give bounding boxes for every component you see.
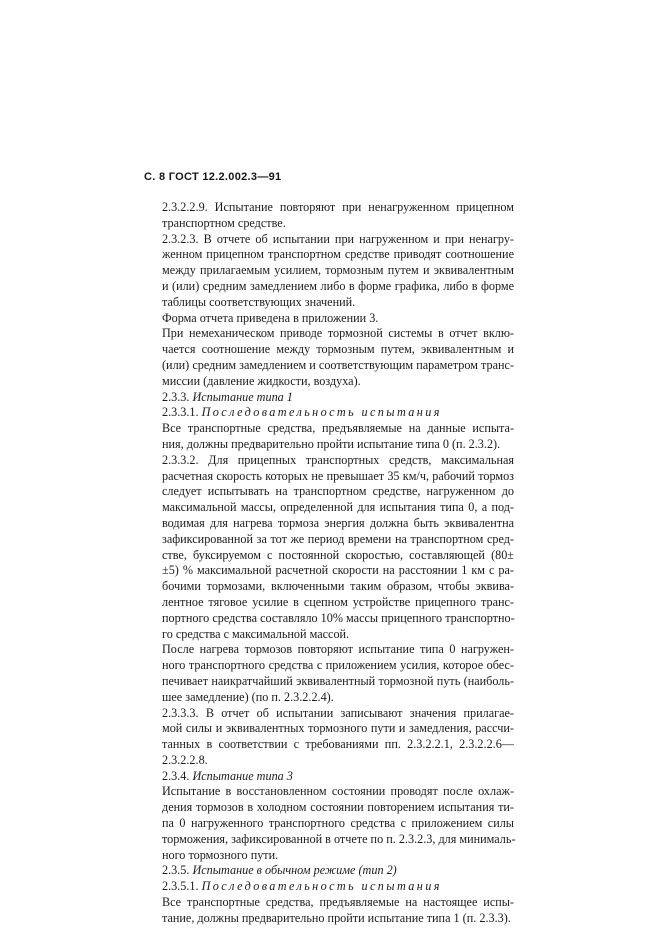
paragraph-type-2-preliminary	[146, 895, 514, 927]
text-line: таблицы соответствующих значений.	[162, 294, 356, 309]
text-line: па 0 нагруженного транспортного средства с приложением силы	[162, 816, 514, 831]
text-line: 2.3.2.2.9. Испытание повторяют при ненагруженном прицепном	[162, 200, 514, 214]
text-line: и (или) средним замедлением либо в форме графика, либо в форме	[162, 278, 514, 293]
section-number: 2.3.5.1.	[162, 879, 199, 894]
text-line: Форма отчета приведена в приложении 3.	[162, 310, 379, 325]
paragraph-after-heating	[146, 642, 514, 705]
section-heading-2-3-3	[146, 390, 514, 406]
paragraph-2-3-2-3	[146, 232, 514, 311]
section-number: 2.3.3.	[162, 389, 190, 404]
paragraph-2-3-3-2	[146, 453, 514, 643]
text-line: тание, должны предварительно пройти испытание типа 1 (п. 2.3.3).	[162, 910, 511, 925]
paragraph-non-mechanical-drive	[146, 326, 514, 389]
text-line: Испытание в восстановленном состоянии проводят после охлаж-	[162, 784, 514, 799]
text-line: стве, буксируемом с постоянной скоростью, составляющей (80±	[162, 547, 514, 562]
section-heading-2-3-4	[146, 769, 514, 785]
text-line: ±5) % максимальной расчетной скорости на расстоянии 1 км с ра-	[162, 563, 514, 578]
section-title: Испытание типа 3	[192, 768, 293, 783]
paragraph-report-form	[146, 311, 514, 327]
text-line: ного транспортного средства с приложением усилия, которое обес-	[162, 658, 514, 673]
text-line: шее замедление) (по п. 2.3.2.2.4).	[162, 689, 334, 704]
text-line: торможения, зафиксированной в отчете по п. 2.3.2.3, для минималь-	[162, 831, 516, 846]
text-line: чается соотношение между тормозным путем, эквивалентным и	[162, 342, 514, 357]
text-line: зафиксированной за тот же период времени на транспортном сред-	[162, 531, 514, 546]
text-line: При немеханическом приводе тормозной системы в отчет вклю-	[162, 326, 514, 341]
text-line: миссии (давление жидкости, воздуха).	[162, 373, 361, 388]
text-line: После нагрева тормозов повторяют испытание типа 0 нагружен-	[162, 642, 514, 657]
section-number: 2.3.5.	[162, 863, 190, 878]
section-title: Последовательность испытания	[201, 879, 442, 894]
text-line: максимальной массы, определенной для испытания типа 0, а под-	[162, 500, 514, 515]
text-line: транспортном средстве.	[162, 215, 286, 230]
document-body	[146, 200, 514, 927]
text-line: танных в соответствии с требованиями пп. 2.3.2.2.1, 2.3.2.2.6—	[162, 737, 514, 752]
text-line: между прилагаемым усилием, тормозным путем и эквивалентным	[162, 263, 514, 278]
text-line: дения тормозов в холодном состоянии повторением испытания ти-	[162, 800, 514, 815]
section-title: Испытание в обычном режиме (тип 2)	[192, 863, 397, 878]
text-line: Все транспортные средства, предъявляемые на настоящее испы-	[162, 895, 514, 910]
running-head: С. 8 ГОСТ 12.2.002.3—91	[144, 171, 282, 183]
paragraph-restored-state	[146, 784, 514, 863]
section-title: Последовательность испытания	[201, 405, 442, 420]
text-line: Все транспортные средства, предъявляемые на данные испыта-	[162, 421, 514, 436]
text-line: 2.3.3.2. Для прицепных транспортных средств, максимальная	[162, 452, 514, 467]
text-line: расчетная скорость которых не превышает 35 км/ч, рабочий тормоз	[162, 468, 514, 483]
text-line: бочими тормозами, включенными таким образом, чтобы эквива-	[162, 579, 514, 594]
section-title: Испытание типа 1	[192, 389, 293, 404]
text-line: следует испытывать на транспортном средстве, нагруженном до	[162, 484, 514, 499]
text-line: лентное тяговое усилие в сцепном устройстве прицепного транс-	[162, 594, 514, 609]
text-line: печивает наикратчайший эквивалентный тормозной путь (наиболь-	[162, 673, 514, 688]
text-line: (или) средним замедлением и соответствующим параметром транс-	[162, 357, 514, 372]
paragraph-2-3-3-3	[146, 706, 514, 769]
paragraph-2-3-2-2-9	[146, 200, 514, 232]
text-line: портного средства составляло 10% массы прицепного транспортно-	[162, 610, 515, 625]
text-line: ного тормозного пути.	[162, 847, 279, 862]
text-line: 2.3.3.3. В отчет об испытании записывают значения прилагае-	[162, 705, 514, 720]
section-heading-2-3-5-1	[146, 879, 514, 895]
section-number: 2.3.3.1.	[162, 405, 199, 420]
text-line: 2.3.2.2.8.	[162, 752, 208, 767]
paragraph-preliminary-test	[146, 421, 514, 453]
section-number: 2.3.4.	[162, 768, 190, 783]
text-line: мой силы и эквивалентных тормозного пути и замедления, рассчи-	[162, 721, 514, 736]
section-heading-2-3-3-1	[146, 405, 514, 421]
section-heading-2-3-5	[146, 863, 514, 879]
text-line: ния, должны предварительно пройти испытание типа 0 (п. 2.3.2).	[162, 436, 501, 451]
text-line: женном прицепном транспортном средстве приводят соотношение	[162, 247, 514, 262]
text-line: го средства с максимальной массой.	[162, 626, 350, 641]
text-line: водимая для нагрева тормоза энергия должна быть эквивалентна	[162, 515, 514, 530]
text-line: 2.3.2.3. В отчете об испытании при нагруженном и при ненагру-	[162, 231, 514, 246]
